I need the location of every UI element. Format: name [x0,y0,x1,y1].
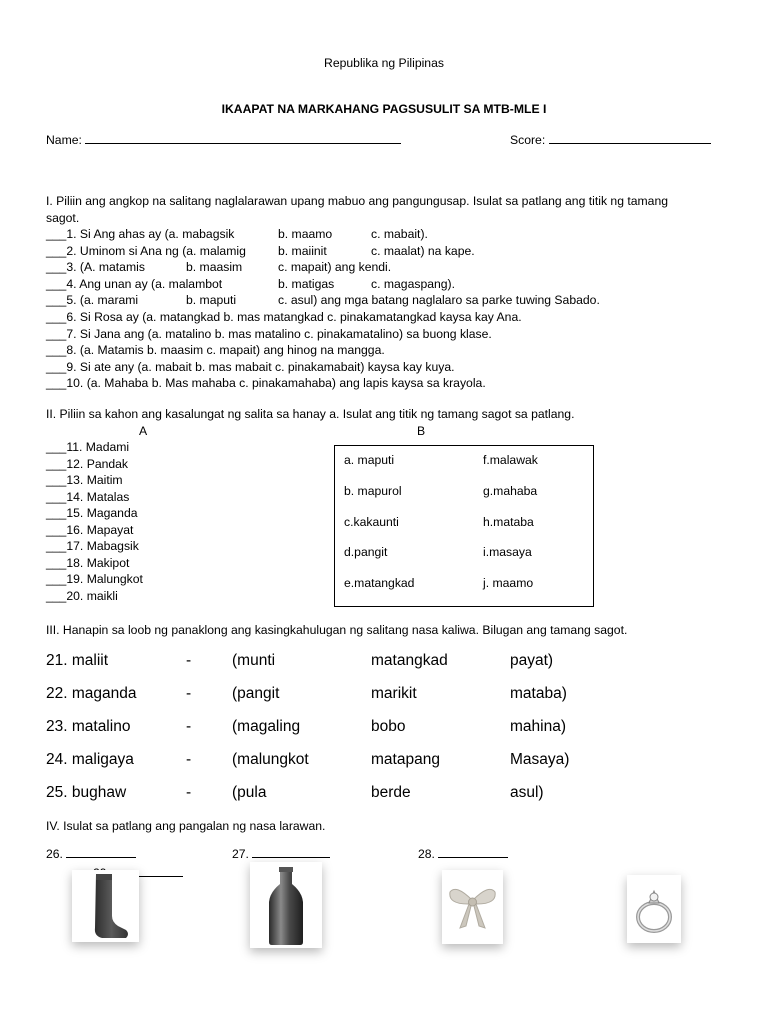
item-28-number: 28. [418,847,439,861]
item-text: Si Jana ang (a. matalino b. mas matalino c. pinakamatalino) sa buong klase. [79,326,492,341]
choice-item: f.malawak [483,453,538,467]
option-2[interactable]: matapang [371,751,440,768]
option-2[interactable]: matangkad [371,652,448,669]
choice-item: i.masaya [483,545,532,560]
choice-item: b. mapurol [344,483,402,498]
item-number: 2. [66,243,77,258]
item-27 [232,847,330,861]
choice-item: j. maamo [483,576,534,591]
choice-item: e.matangkad [344,576,415,591]
item-27-blank[interactable] [252,857,330,858]
item-number: 5. [66,293,77,308]
answer-blank[interactable]: ___ [46,539,67,553]
answer-blank[interactable]: ___ [46,456,67,471]
answer-blank[interactable]: ___ [46,588,67,603]
item-28 [418,847,508,861]
part2-item [46,556,129,570]
exam-title: IKAAPAT NA MARKAHANG PAGSUSULIT SA MTB-MLE I [221,102,547,116]
option-3[interactable]: payat) [510,652,554,669]
part2-item [46,539,139,553]
item-number: 13. [66,473,84,487]
item-number: 18. [66,555,84,570]
answer-blank[interactable]: ___ [46,276,67,291]
item-word: 22. maganda [46,685,137,702]
answer-blank[interactable]: ___ [46,326,67,341]
item-word: Pandak [86,456,129,471]
option-3[interactable]: mataba) [510,685,567,702]
name-label: Name: [46,133,86,147]
ring-picture [627,875,681,943]
answer-blank[interactable]: ___ [46,227,67,241]
item-number: 6. [66,310,77,324]
score-field [510,133,711,147]
answer-blank[interactable]: ___ [46,572,67,586]
column-b-label: B [417,424,426,438]
item-text-a: (A. matamis [79,260,145,275]
item-text-a: Si Ang ahas ay (a. mabagsik [79,227,235,241]
score-label: Score: [510,133,549,147]
part1-item [46,360,455,374]
part2-item [46,490,129,504]
item-word: Maganda [86,506,138,520]
answer-blank[interactable]: ___ [46,343,67,358]
dash: - [186,652,192,669]
item-number: 11. [66,440,83,454]
item-text: Si ate any (a. mabait b. mas mabait c. pinakamabait) kaysa kay kuya. [79,359,455,374]
republic-heading: Republika ng Pilipinas [324,56,444,70]
dash: - [186,718,192,735]
item-word: Mabagsik [86,539,139,553]
item-28-blank[interactable] [438,857,508,858]
score-blank[interactable] [549,143,711,144]
part2-item [46,457,128,471]
part2-item [46,523,133,537]
item-text: Si Rosa ay (a. matangkad b. mas matangkad c. pinakamatangkad kaysa kay Ana. [79,310,522,324]
item-text: (a. Matamis b. maasim c. mapait) ang hinog na mangga. [79,343,385,358]
ring-icon [627,875,681,943]
option-1[interactable]: (pula [232,784,267,801]
item-27-number: 27. [232,847,253,861]
part1-item [46,227,428,241]
item-option-c: c. maalat) na kape. [371,243,475,258]
option-2[interactable]: marikit [371,685,417,702]
item-option-c: c. asul) ang mga batang naglalaro sa parke tuwing Sabado. [278,293,600,308]
option-1[interactable]: (malungkot [232,751,309,768]
part2-item [46,572,143,586]
item-word: 24. maligaya [46,751,134,768]
choice-item: c.kakaunti [344,514,399,529]
item-word: Makipot [86,555,130,570]
part1-item [46,310,522,324]
part1-item [46,327,492,341]
answer-blank[interactable]: ___ [46,506,67,520]
option-1[interactable]: (munti [232,652,276,669]
item-option-c: c. mabait). [371,227,428,241]
option-2[interactable]: bobo [371,718,406,735]
item-number: 9. [66,359,77,374]
answer-blank[interactable]: ___ [46,473,67,487]
part1-item [46,293,600,308]
part1-instruction-line2: sagot. [46,211,80,225]
item-word: Madami [85,440,130,454]
dash: - [186,685,192,702]
part1-instruction-line1: I. Piliin ang angkop na salitang naglalarawan upang mabuo ang pangungusap. Isulat sa patlang ang titik ng tamang [46,194,669,208]
option-3[interactable]: asul) [510,784,544,801]
item-number: 4. [66,276,77,291]
name-blank[interactable] [85,143,401,144]
option-2[interactable]: berde [371,784,411,801]
item-number: 1. [66,227,77,241]
item-option-b: b. matigas [278,276,335,291]
choice-item: d.pangit [344,545,388,560]
item-option-c: c. magaspang). [371,276,456,291]
answer-blank[interactable]: ___ [46,293,67,308]
item-26 [46,847,136,861]
ribbon-icon [442,870,503,944]
item-number: 17. [66,539,84,553]
item-word: Matalas [86,489,130,504]
item-number: 10. [66,376,84,391]
part2-item [46,473,123,487]
part2-instruction: II. Piliin sa kahon ang kasalungat ng salita sa hanay a. Isulat ang titik ng tamang sagot sa patlang. [46,407,575,421]
dash: - [186,751,192,768]
sock-icon [72,870,139,942]
answer-blank[interactable]: ___ [46,243,67,258]
item-word: Mapayat [86,522,134,537]
answer-blank[interactable]: ___ [46,310,67,324]
sock-picture [72,870,139,942]
name-field [46,133,401,147]
choice-item: a. maputi [344,453,395,467]
item-number: 20. [66,588,84,603]
item-number: 14. [66,489,84,504]
item-word: Malungkot [86,572,143,586]
item-number: 3. [66,260,77,275]
item-26-number: 26. [46,847,67,861]
item-text-a: Uminom si Ana ng (a. malamig [79,243,246,258]
part2-item [46,506,138,520]
item-option-b: b. maiinit [278,243,327,258]
item-option-b: b. maputi [186,293,237,308]
item-word: Maitim [86,473,123,487]
part4-instruction: IV. Isulat sa patlang ang pangalan ng nasa larawan. [46,819,326,833]
item-number: 16. [66,522,84,537]
item-number: 8. [66,343,77,358]
part1-item [46,276,456,291]
item-word: 21. maliit [46,652,109,669]
part3-instruction: III. Hanapin sa loob ng panaklong ang kasingkahulugan ng salitang nasa kaliwa. Bilugan ang tamang sagot. [46,623,628,637]
choice-item: h.mataba [483,514,534,529]
item-option-b: b. maamo [278,227,333,241]
option-1[interactable]: (magaling [232,718,301,735]
part1-item [46,260,392,275]
item-text-a: (a. marami [79,293,139,308]
item-word: maikli [86,588,118,603]
part2-item [46,589,118,603]
item-number: 12. [66,456,84,471]
answer-blank[interactable]: ___ [46,555,67,570]
part1-item [46,343,385,357]
column-a-label: A [139,424,148,438]
option-3[interactable]: Masaya) [510,751,570,768]
answer-blank[interactable]: ___ [46,440,67,454]
option-3[interactable]: mahina) [510,718,566,735]
part1-item [46,376,486,390]
part2-item [46,440,129,454]
bottle-picture [250,862,322,948]
ribbon-picture [442,870,503,944]
item-word: 25. bughaw [46,784,127,801]
item-number: 15. [66,506,84,520]
answer-blank[interactable]: ___ [46,359,67,374]
item-option-c: c. mapait) ang kendi. [278,260,392,275]
item-number: 19. [66,572,84,586]
item-text: (a. Mahaba b. Mas mahaba c. pinakamahaba) ang lapis kaysa sa krayola. [86,376,486,391]
item-26-blank[interactable] [66,857,136,858]
answer-blank[interactable]: ___ [46,260,67,275]
answer-blank[interactable]: ___ [46,376,67,391]
answer-blank[interactable]: ___ [46,522,67,537]
item-word: 23. matalino [46,718,131,735]
item-number: 7. [66,326,77,341]
option-1[interactable]: (pangit [232,685,280,702]
item-option-b: b. maasim [186,260,243,275]
answer-blank[interactable]: ___ [46,489,67,504]
part1-item [46,243,475,258]
bottle-icon [250,862,322,948]
choice-item: g.mahaba [483,483,538,498]
item-text-a: Ang unan ay (a. malambot [79,276,223,291]
dash: - [186,784,192,801]
